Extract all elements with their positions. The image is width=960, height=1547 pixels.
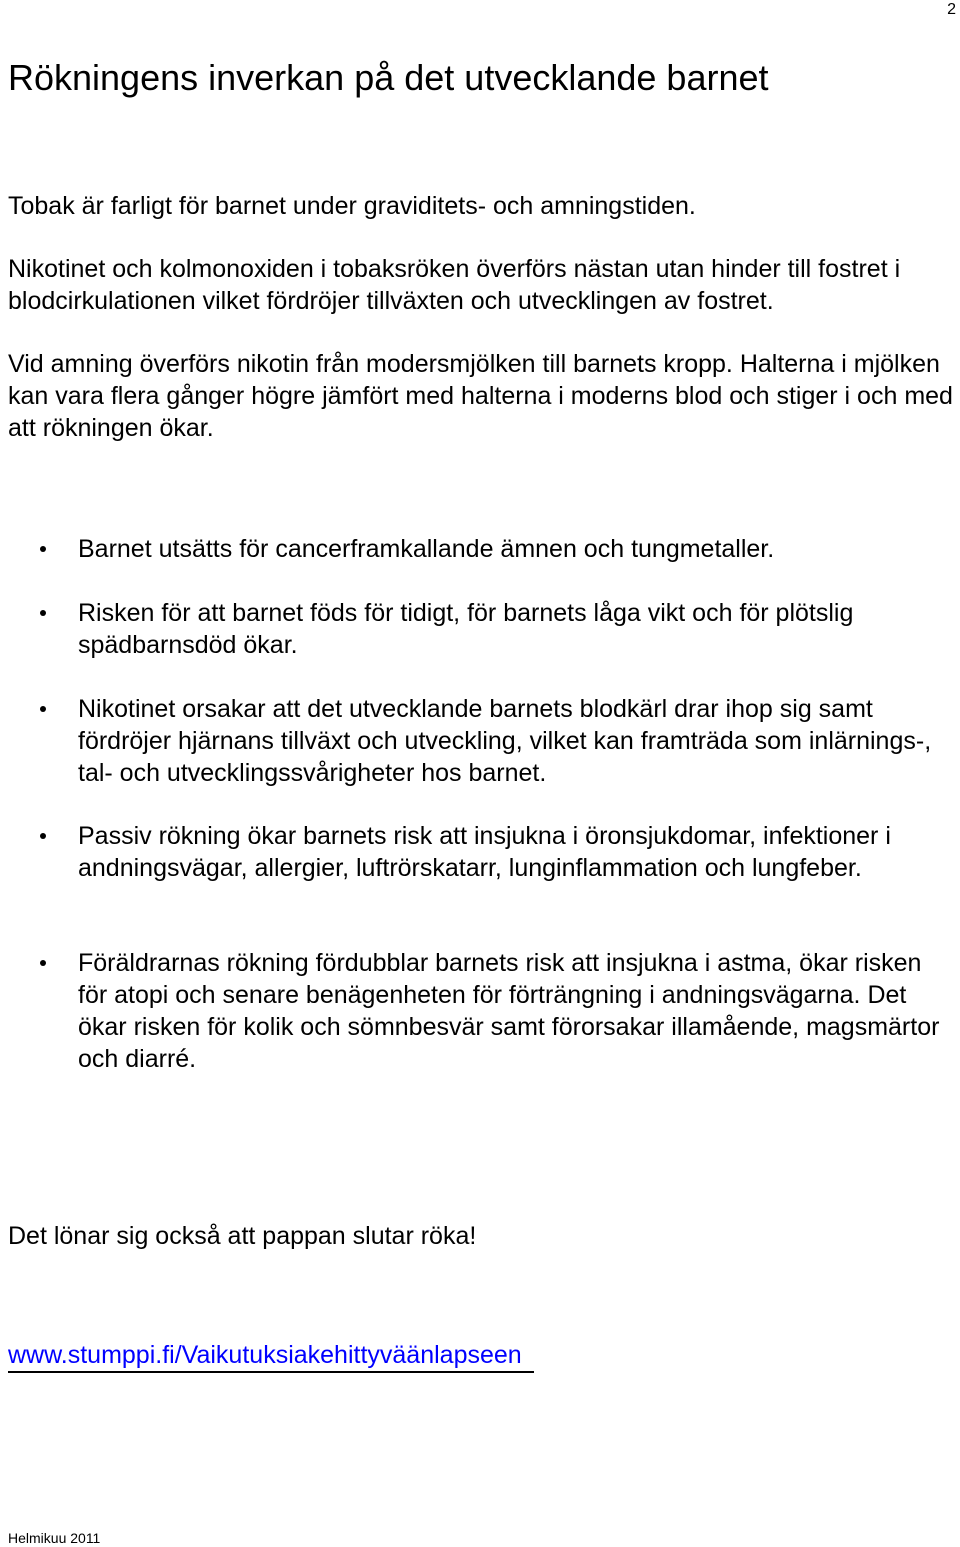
stumppi-link[interactable]: www.stumppi.fi/Vaikutuksiakehittyväänlapseen bbox=[8, 1339, 534, 1373]
list-item-text: Risken för att barnet föds för tidigt, för barnets låga vikt och för plötslig spädbarnsdöd ökar. bbox=[78, 599, 854, 659]
list-item-text: Nikotinet orsakar att det utvecklande barnets blodkärl drar ihop sig samt fördröjer hjärnans tillväxt och utveckling, vilket kan framträda som inlärnings-, tal- och utvecklingssvårigheter hos barnet. bbox=[78, 695, 932, 787]
bullet-icon bbox=[40, 610, 46, 616]
list-item bbox=[78, 947, 956, 1075]
breastfeeding-paragraph: Vid amning överförs nikotin från modersmjölken till barnets kropp. Halterna i mjölken kan vara flera gånger högre jämfört med halterna i moderns blod och stiger i och med att rökningen ökar. bbox=[8, 350, 953, 442]
list-item bbox=[78, 533, 956, 565]
bullet-icon bbox=[40, 706, 46, 712]
list-item-text: Barnet utsätts för cancerframkallande ämnen och tungmetaller. bbox=[78, 535, 775, 563]
list-item-text: Passiv rökning ökar barnets risk att insjukna i öronsjukdomar, infektioner i andningsvägar, allergier, luftrörskatarr, lunginflammation och lungfeber. bbox=[78, 822, 891, 882]
list-item bbox=[78, 597, 956, 661]
list-item bbox=[78, 820, 956, 884]
bullet-icon bbox=[40, 546, 46, 552]
closing-statement: Det lönar sig också att pappan slutar röka! bbox=[8, 1222, 477, 1250]
list-item bbox=[78, 693, 956, 789]
footer-date: Helmikuu 2011 bbox=[8, 1530, 101, 1546]
nicotine-paragraph: Nikotinet och kolmonoxiden i tobaksröken överförs nästan utan hinder till fostret i blodcirkulationen vilket fördröjer tillväxten och utvecklingen av fostret. bbox=[8, 255, 901, 315]
list-item-text: Föräldrarnas rökning fördubblar barnets risk att insjukna i astma, ökar risken för atopi och senare benägenheten för förträngning i andningsvägarna. Det ökar risken för kolik och sömnbesvär samt förorsakar illamående, magsmärtor och diarré. bbox=[78, 949, 940, 1073]
bullet-icon bbox=[40, 960, 46, 966]
bullet-icon bbox=[40, 833, 46, 839]
page-title: Rökningens inverkan på det utvecklande barnet bbox=[8, 57, 769, 98]
page-number: 2 bbox=[947, 1, 956, 18]
intro-paragraph: Tobak är farligt för barnet under graviditets- och amningstiden. bbox=[8, 192, 696, 220]
